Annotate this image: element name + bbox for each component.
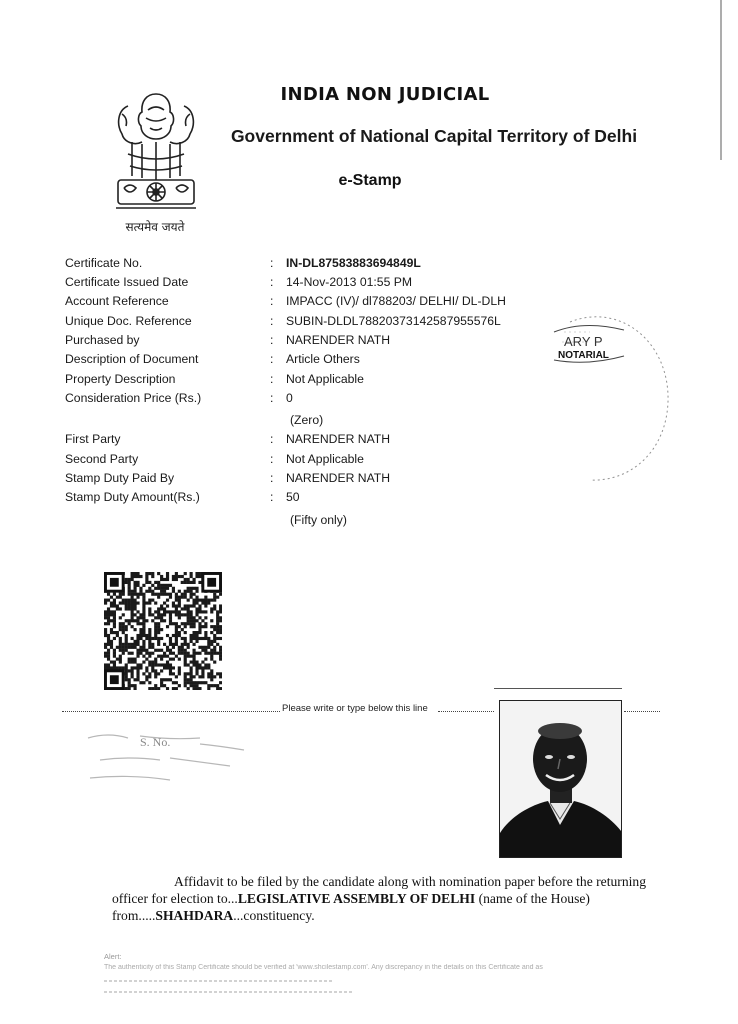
serial-stamp-text: S. No. — [140, 735, 171, 749]
write-below-line-text: Please write or type below this line — [282, 703, 428, 714]
amount-in-words: (Fifty only) — [290, 513, 347, 527]
field-value-account-reference: IMPACC (IV)/ dl788203/ DELHI/ DL-DLH — [286, 294, 506, 308]
affidavit-text — [112, 873, 675, 924]
field-value-consideration-price: 0 — [286, 391, 293, 405]
field-label-second-party: Second Party — [65, 452, 139, 466]
affidavit-line-3-suffix: ...constituency. — [233, 908, 315, 923]
government-title: Government of National Capital Territory of Delhi — [230, 126, 638, 146]
field-value-second-party: Not Applicable — [286, 452, 364, 466]
emblem-motto: सत्यमेव जयते — [125, 220, 185, 234]
field-separator: : — [270, 256, 274, 270]
field-value-stamp-duty-amount: 50 — [286, 490, 300, 504]
field-value-unique-doc-reference: SUBIN-DLDL78820373142587955576L — [286, 314, 501, 328]
field-label-consideration-price: Consideration Price (Rs.) — [65, 391, 202, 405]
affidavit-house-name: LEGISLATIVE ASSEMBLY OF DELHI — [237, 891, 476, 906]
field-label-purchased-by: Purchased by — [65, 333, 140, 347]
candidate-photo — [499, 700, 622, 858]
notary-seal-top-text: ARY P — [564, 334, 603, 349]
document-title: INDIA NON JUDICIAL — [280, 84, 490, 105]
field-label-stamp-duty-paid-by: Stamp Duty Paid By — [65, 471, 175, 485]
field-value-property-description: Not Applicable — [286, 372, 364, 386]
field-label-issued-date: Certificate Issued Date — [65, 275, 189, 289]
field-separator: : — [270, 275, 274, 289]
field-separator: : — [270, 432, 274, 446]
field-value-stamp-duty-paid-by: NARENDER NATH — [286, 471, 391, 485]
field-separator: : — [270, 372, 274, 386]
field-separator: : — [270, 391, 274, 405]
photo-top-rule — [494, 688, 622, 689]
stamp-type: e-Stamp — [338, 172, 402, 189]
national-emblem-icon — [108, 84, 204, 234]
dotted-divider-left — [62, 711, 280, 712]
field-value-purchased-by: NARENDER NATH — [286, 333, 391, 347]
affidavit-line-2-suffix: (name of the House) — [475, 891, 590, 906]
field-label-stamp-duty-amount: Stamp Duty Amount(Rs.) — [65, 490, 200, 504]
field-label-property-description: Property Description — [65, 372, 176, 386]
affidavit-line-3 — [112, 907, 675, 924]
dotted-divider-right — [624, 711, 660, 712]
scan-edge-line — [720, 0, 722, 160]
affidavit-constituency: SHAHDARA — [155, 908, 234, 923]
field-label-description: Description of Document — [65, 352, 199, 366]
field-separator: : — [270, 490, 274, 504]
field-separator: : — [270, 294, 274, 308]
dotted-divider-middle — [438, 711, 494, 712]
field-label-certificate-no: Certificate No. — [65, 256, 143, 270]
consideration-in-words: (Zero) — [290, 413, 324, 427]
footer-alert-text: The authenticity of this Stamp Certificate should be verified at 'www.shcilestamp.com'. Any discrepancy in the details on this Certificate and as — [104, 964, 543, 971]
field-label-account-reference: Account Reference — [65, 294, 169, 308]
affidavit-line-2 — [112, 890, 675, 907]
footer-alert-heading: Alert: — [104, 952, 122, 961]
affidavit-line-3-prefix: from..... — [112, 908, 156, 923]
field-value-first-party: NARENDER NATH — [286, 432, 391, 446]
affidavit-line-2-prefix: officer for election to... — [112, 891, 238, 906]
affidavit-line-1: Affidavit to be filed by the candidate along with nomination paper before the returning — [174, 874, 646, 889]
notary-seal-bottom-text: NOTARIAL — [558, 350, 609, 361]
field-value-description: Article Others — [286, 352, 360, 366]
field-separator: : — [270, 452, 274, 466]
field-value-certificate-no: IN-DL87583883694849L — [286, 256, 421, 270]
field-separator: : — [270, 333, 274, 347]
field-separator: : — [270, 471, 274, 485]
footer-faint-lines — [104, 976, 354, 1000]
qr-code — [104, 572, 222, 690]
field-separator: : — [270, 314, 274, 328]
serial-number-stamp — [80, 724, 270, 790]
field-value-issued-date: 14-Nov-2013 01:55 PM — [286, 275, 413, 289]
field-separator: : — [270, 352, 274, 366]
field-label-first-party: First Party — [65, 432, 121, 446]
notary-seal-stamp — [540, 302, 670, 492]
field-label-unique-doc-reference: Unique Doc. Reference — [65, 314, 192, 328]
